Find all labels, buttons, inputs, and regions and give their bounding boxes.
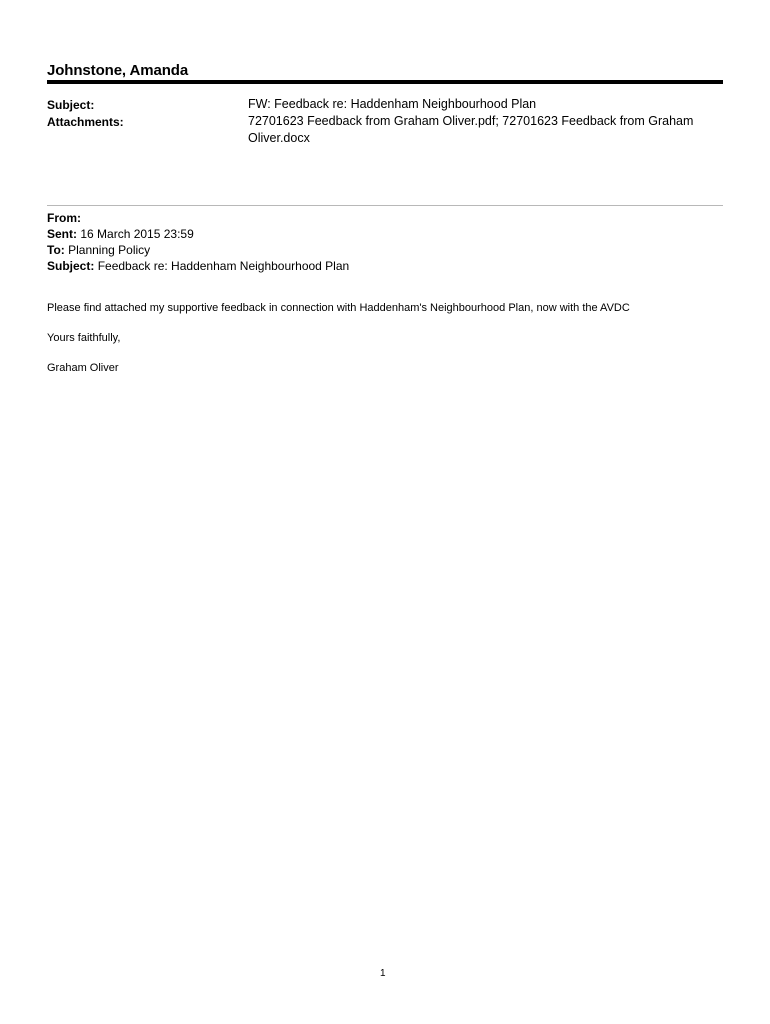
message-signature: Graham Oliver: [47, 362, 119, 374]
page-number: 1: [380, 968, 386, 979]
section-divider: [47, 205, 723, 206]
subject-value: FW: Feedback re: Haddenham Neighbourhood Plan: [248, 97, 537, 111]
forwarded-from: [47, 210, 349, 226]
forwarded-subject-label: Subject:: [47, 259, 95, 273]
message-closing: Yours faithfully,: [47, 332, 121, 344]
forwarded-subject: [47, 258, 349, 274]
sender-name: Johnstone, Amanda: [47, 62, 189, 79]
forwarded-sent: [47, 226, 349, 242]
forwarded-from-label: From:: [47, 211, 81, 225]
subject-label: Subject:: [47, 98, 95, 112]
attachments-label: Attachments:: [47, 115, 124, 129]
forwarded-sent-label: Sent:: [47, 227, 77, 241]
attachments-value[interactable]: 72701623 Feedback from Graham Oliver.pdf; 72701623 Feedback from Graham Oliver.docx: [248, 114, 694, 145]
header-divider: [47, 80, 723, 84]
forwarded-sent-value: 16 March 2015 23:59: [80, 227, 194, 241]
message-paragraph: Please find attached my supportive feedback in connection with Haddenham's Neighbourhood Plan, now with the AVDC: [47, 302, 630, 314]
forwarded-subject-value: Feedback re: Haddenham Neighbourhood Plan: [97, 259, 350, 273]
forwarded-to-label: To:: [47, 243, 65, 257]
forwarded-to: [47, 242, 349, 258]
forwarded-to-value: Planning Policy: [68, 243, 151, 257]
forwarded-header: [47, 210, 349, 274]
